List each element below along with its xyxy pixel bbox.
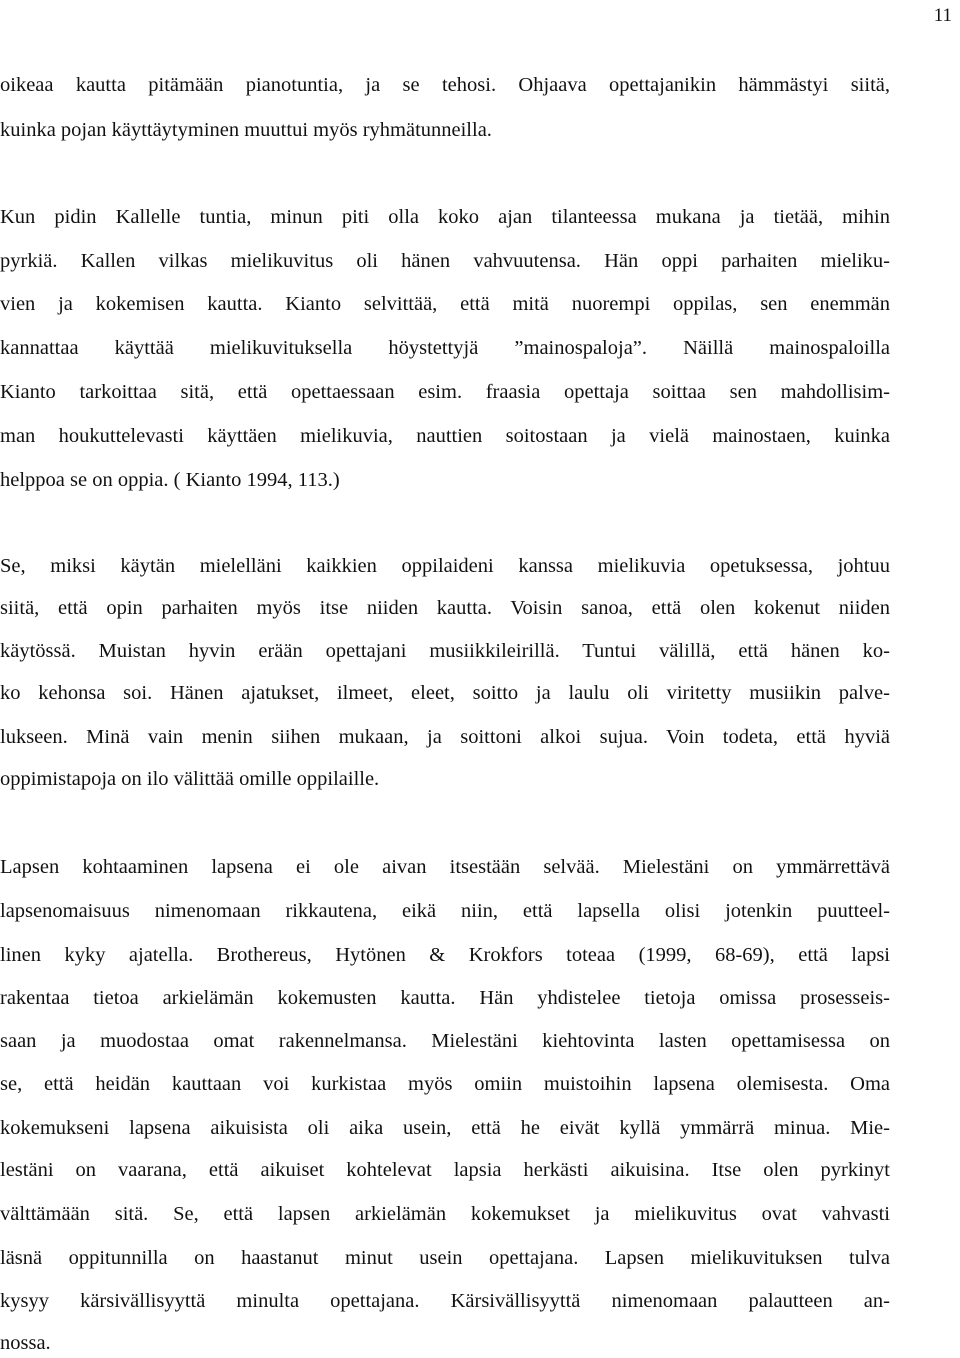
text-line: kysyy kärsivällisyyttä minulta opettajana. Kärsivällisyyttä nimenomaan palautteen an- bbox=[0, 1290, 890, 1312]
text-line: kokemukseni lapsena aikuisista oli aika usein, että he eivät kyllä ymmärrä minua. Mie- bbox=[0, 1117, 890, 1139]
text-line: lukseen. Minä vain menin siihen mukaan, ja soittoni alkoi sujua. Voin todeta, että hyviä bbox=[0, 726, 890, 748]
text-line: Kianto tarkoittaa sitä, että opettaessaan esim. fraasia opettaja soittaa sen mahdollisim- bbox=[0, 381, 890, 403]
text-line: linen kyky ajatella. Brothereus, Hytönen & Krokfors toteaa (1999, 68-69), että lapsi bbox=[0, 944, 890, 966]
text-line: rakentaa tietoa arkielämän kokemusten kautta. Hän yhdistelee tietoja omissa prosesseis- bbox=[0, 987, 890, 1009]
text-line: Kun pidin Kallelle tuntia, minun piti olla koko ajan tilanteessa mukana ja tietää, mihin bbox=[0, 206, 890, 228]
text-line: vien ja kokemisen kautta. Kianto selvittää, että mitä nuorempi oppilas, sen enemmän bbox=[0, 293, 890, 315]
text-line: siitä, että opin parhaiten myös itse niiden kautta. Voisin sanoa, että olen kokenut niiden bbox=[0, 597, 890, 619]
text-line: oppimistapoja on ilo välittää omille oppilaille. bbox=[0, 768, 380, 790]
text-line: oikeaa kautta pitämään pianotuntia, ja se tehosi. Ohjaava opettajanikin hämmästyi siitä, bbox=[0, 74, 890, 96]
page-number: 11 bbox=[933, 5, 952, 26]
text-line: Lapsen kohtaaminen lapsena ei ole aivan itsestään selvää. Mielestäni on ymmärrettävä bbox=[0, 856, 890, 878]
text-line: välttämään sitä. Se, että lapsen arkielämän kokemukset ja mielikuvitus ovat vahvasti bbox=[0, 1203, 890, 1225]
text-line: ko kehonsa soi. Hänen ajatukset, ilmeet, eleet, soitto ja laulu oli viritetty musiikin palve- bbox=[0, 682, 890, 704]
text-line: se, että heidän kauttaan voi kurkistaa myös omiin muistoihin lapsena olemisesta. Oma bbox=[0, 1073, 890, 1095]
text-line: kannattaa käyttää mielikuvituksella höystettyjä ”mainospaloja”. Näillä mainospaloilla bbox=[0, 337, 890, 359]
text-line: lestäni on vaarana, että aikuiset kohtelevat lapsia herkästi aikuisina. Itse olen pyrkinyt bbox=[0, 1159, 890, 1181]
text-line: kuinka pojan käyttäytyminen muuttui myös ryhmätunneilla. bbox=[0, 119, 492, 141]
text-line: man houkuttelevasti käyttäen mielikuvia, nauttien soitostaan ja vielä mainostaen, kuinka bbox=[0, 425, 890, 447]
text-line: nossa. bbox=[0, 1332, 51, 1354]
text-line: käytössä. Muistan hyvin erään opettajani musiikkileirillä. Tuntui välillä, että hänen ko- bbox=[0, 640, 890, 662]
text-line: lapsenomaisuus nimenomaan rikkautena, eikä niin, että lapsella olisi jotenkin puutteel- bbox=[0, 900, 890, 922]
text-line: pyrkiä. Kallen vilkas mielikuvitus oli hänen vahvuutensa. Hän oppi parhaiten mieliku- bbox=[0, 250, 890, 272]
text-line: läsnä oppitunnilla on haastanut minut usein opettajana. Lapsen mielikuvituksen tulva bbox=[0, 1247, 890, 1269]
text-line: Se, miksi käytän mielelläni kaikkien oppilaideni kanssa mielikuvia opetuksessa, johtuu bbox=[0, 555, 890, 577]
text-line: saan ja muodostaa omat rakennelmansa. Mielestäni kiehtovinta lasten opettamisessa on bbox=[0, 1030, 890, 1052]
text-line: helppoa se on oppia. ( Kianto 1994, 113.) bbox=[0, 469, 340, 491]
